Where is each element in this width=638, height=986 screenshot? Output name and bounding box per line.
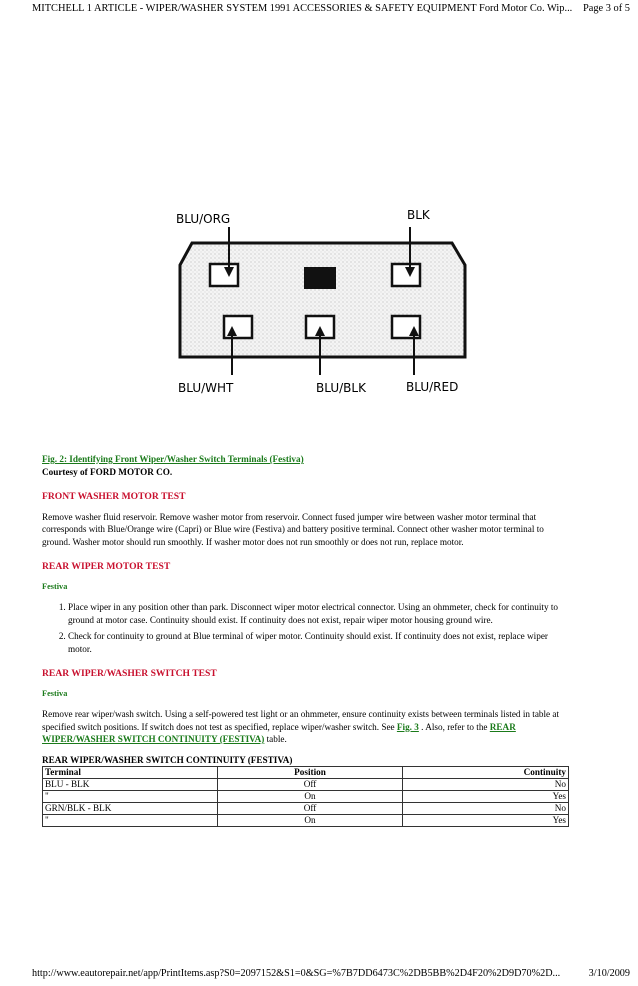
rear-wiper-steps (42, 601, 570, 655)
cell-terminal: GRN/BLK - BLK (43, 803, 218, 815)
cell-continuity: Yes (403, 791, 569, 803)
page-footer (32, 968, 630, 979)
rear-switch-heading: REAR WIPER/WASHER SWITCH TEST (42, 668, 217, 679)
label-blu-wht: BLU/WHT (178, 381, 234, 395)
connector-body (180, 243, 465, 357)
label-blk: BLK (407, 208, 430, 222)
table-row (43, 791, 569, 803)
cell-position: Off (218, 779, 403, 791)
cell-position: On (218, 791, 403, 803)
cell-continuity: No (403, 779, 569, 791)
col-terminal: Terminal (43, 767, 218, 779)
figure-caption-link[interactable]: Fig. 2: Identifying Front Wiper/Washer Switch Terminals (Festiva) (42, 454, 304, 464)
rear-wiper-heading: REAR WIPER MOTOR TEST (42, 561, 171, 572)
body-text: table. (266, 734, 287, 744)
label-blu-blk: BLU/BLK (316, 381, 366, 395)
continuity-table (42, 766, 569, 827)
page-number: Page 3 of 5 (579, 3, 630, 14)
terminal-center-solid (304, 267, 336, 289)
switch-terminal-diagram (174, 205, 470, 400)
table-row (43, 779, 569, 791)
continuity-table-link[interactable]: REAR WIPER/WASHER SWITCH CONTINUITY (FESTIVA) (42, 721, 516, 744)
fig-3-link[interactable]: Fig. 3 (396, 721, 419, 732)
cell-terminal: " (43, 791, 218, 803)
cell-continuity: No (403, 803, 569, 815)
list-item: 1. Place wiper in any position other than park. Disconnect wiper motor electrical connector. Using an ohmmeter, check for continuity to ground at motor case. Continuity should exist. If continuity does not exist, repair wiper motor housing ground wire. (68, 601, 570, 626)
rear-switch-body (42, 708, 570, 746)
table-header-row (43, 767, 569, 779)
cell-continuity: Yes (403, 815, 569, 827)
rear-switch-subheading: Festiva (42, 688, 68, 698)
article-content (42, 453, 570, 827)
cell-terminal: " (43, 815, 218, 827)
footer-date: 3/10/2009 (588, 968, 630, 979)
table-row (43, 803, 569, 815)
label-blu-red: BLU/RED (406, 380, 459, 394)
body-text: . Also, refer to the (421, 721, 488, 732)
col-position: Position (218, 767, 403, 779)
cell-position: On (218, 815, 403, 827)
body-text: Remove rear wiper/wash switch. Using a self-powered test light or an ohmmeter, ensure continuity exists between terminals listed in table at specified switch positions. If switch does not test as specified, replace wiper/washer switch. See (42, 709, 560, 732)
rear-wiper-subheading: Festiva (42, 581, 68, 591)
front-washer-heading: FRONT WASHER MOTOR TEST (42, 491, 186, 502)
label-blu-org: BLU/ORG (176, 212, 231, 226)
col-continuity: Continuity (403, 767, 569, 779)
header-title: MITCHELL 1 ARTICLE - WIPER/WASHER SYSTEM 1991 ACCESSORIES & SAFETY EQUIPMENT Ford Motor Co. Wip... (32, 3, 573, 14)
figure-credit: Courtesy of FORD MOTOR CO. (42, 466, 173, 477)
cell-terminal: BLU - BLK (43, 779, 218, 791)
page-header (32, 3, 630, 14)
list-item: 2. Check for continuity to ground at Blue terminal of wiper motor. Continuity should exist. If continuity does not exist, replace wiper motor. (68, 630, 570, 655)
table-title: REAR WIPER/WASHER SWITCH CONTINUITY (FESTIVA) (42, 754, 293, 765)
table-row (43, 815, 569, 827)
footer-url[interactable]: http://www.eautorepair.net/app/PrintItems.asp?S0=2097152&S1=0&SG=%7B7DD6473C%2DB5BB%2D4F20%2D9D70%2D... (32, 968, 561, 979)
front-washer-body: Remove washer fluid reservoir. Remove washer motor from reservoir. Connect fused jumper wire between washer motor terminal that corresponds with Blue/Orange wire (Capri) or Blue wire (Festiva) and battery positive terminal. Connect other washer motor terminal to ground. Washer motor should run smoothly. If washer motor does not run smoothly or does not run, replace motor. (42, 511, 544, 547)
cell-position: Off (218, 803, 403, 815)
